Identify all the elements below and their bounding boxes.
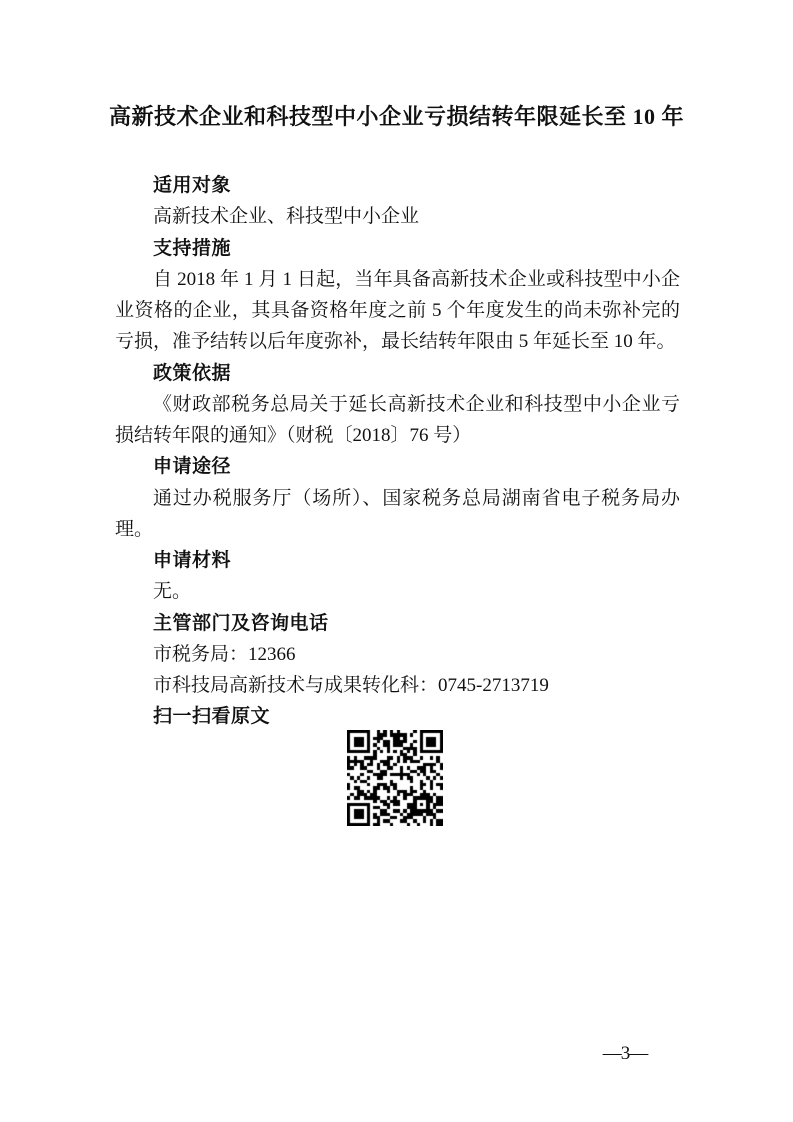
section-heading: 适用对象 <box>153 175 232 196</box>
section-paragraph: 市科技局高新技术与成果转化科：0745-2713719 <box>153 675 549 696</box>
document-section <box>115 451 680 545</box>
section-heading: 申请材料 <box>153 550 232 571</box>
section-paragraph: 市税务局：12366 <box>153 643 296 665</box>
section-paragraph: 自 2018 年 1 月 1 日起，当年具备高新技术企业或科技型中小企业资格的企业，其具备资格年度之前 5 个年度发生的尚未弥补完的亏损，准予结转以后年度弥补，最长结转年限由 5 年延长至 10 年。 <box>115 268 680 353</box>
document-section <box>115 358 680 452</box>
document-title: 高新技术企业和科技型中小企业亏损结转年限延长至 10 年 <box>108 104 684 129</box>
section-heading: 申请途径 <box>153 456 232 478</box>
document-section <box>115 233 680 358</box>
section-heading: 政策依据 <box>153 362 232 384</box>
page-number: —3— <box>602 1043 648 1064</box>
section-heading: 主管部门及咨询电话 <box>153 612 329 634</box>
document-section <box>115 608 680 702</box>
section-heading: 扫一扫看原文 <box>153 706 271 728</box>
section-paragraph: 《财政部税务总局关于延长高新技术企业和科技型中小企业亏损结转年限的通知》（财税〔2018〕76 号） <box>115 393 680 446</box>
document-body <box>115 170 680 733</box>
section-paragraph: 无。 <box>153 581 192 603</box>
qr-code <box>347 730 443 826</box>
section-paragraph: 高新技术企业、科技型中小企业 <box>153 206 420 228</box>
document-section <box>115 545 680 608</box>
document-section <box>115 701 680 732</box>
section-paragraph: 通过办税服务厅（场所）、国家税务总局湖南省电子税务局办理。 <box>115 487 680 540</box>
qr-code-image <box>347 730 443 826</box>
document-section <box>115 170 680 233</box>
section-heading: 支持措施 <box>153 237 232 259</box>
